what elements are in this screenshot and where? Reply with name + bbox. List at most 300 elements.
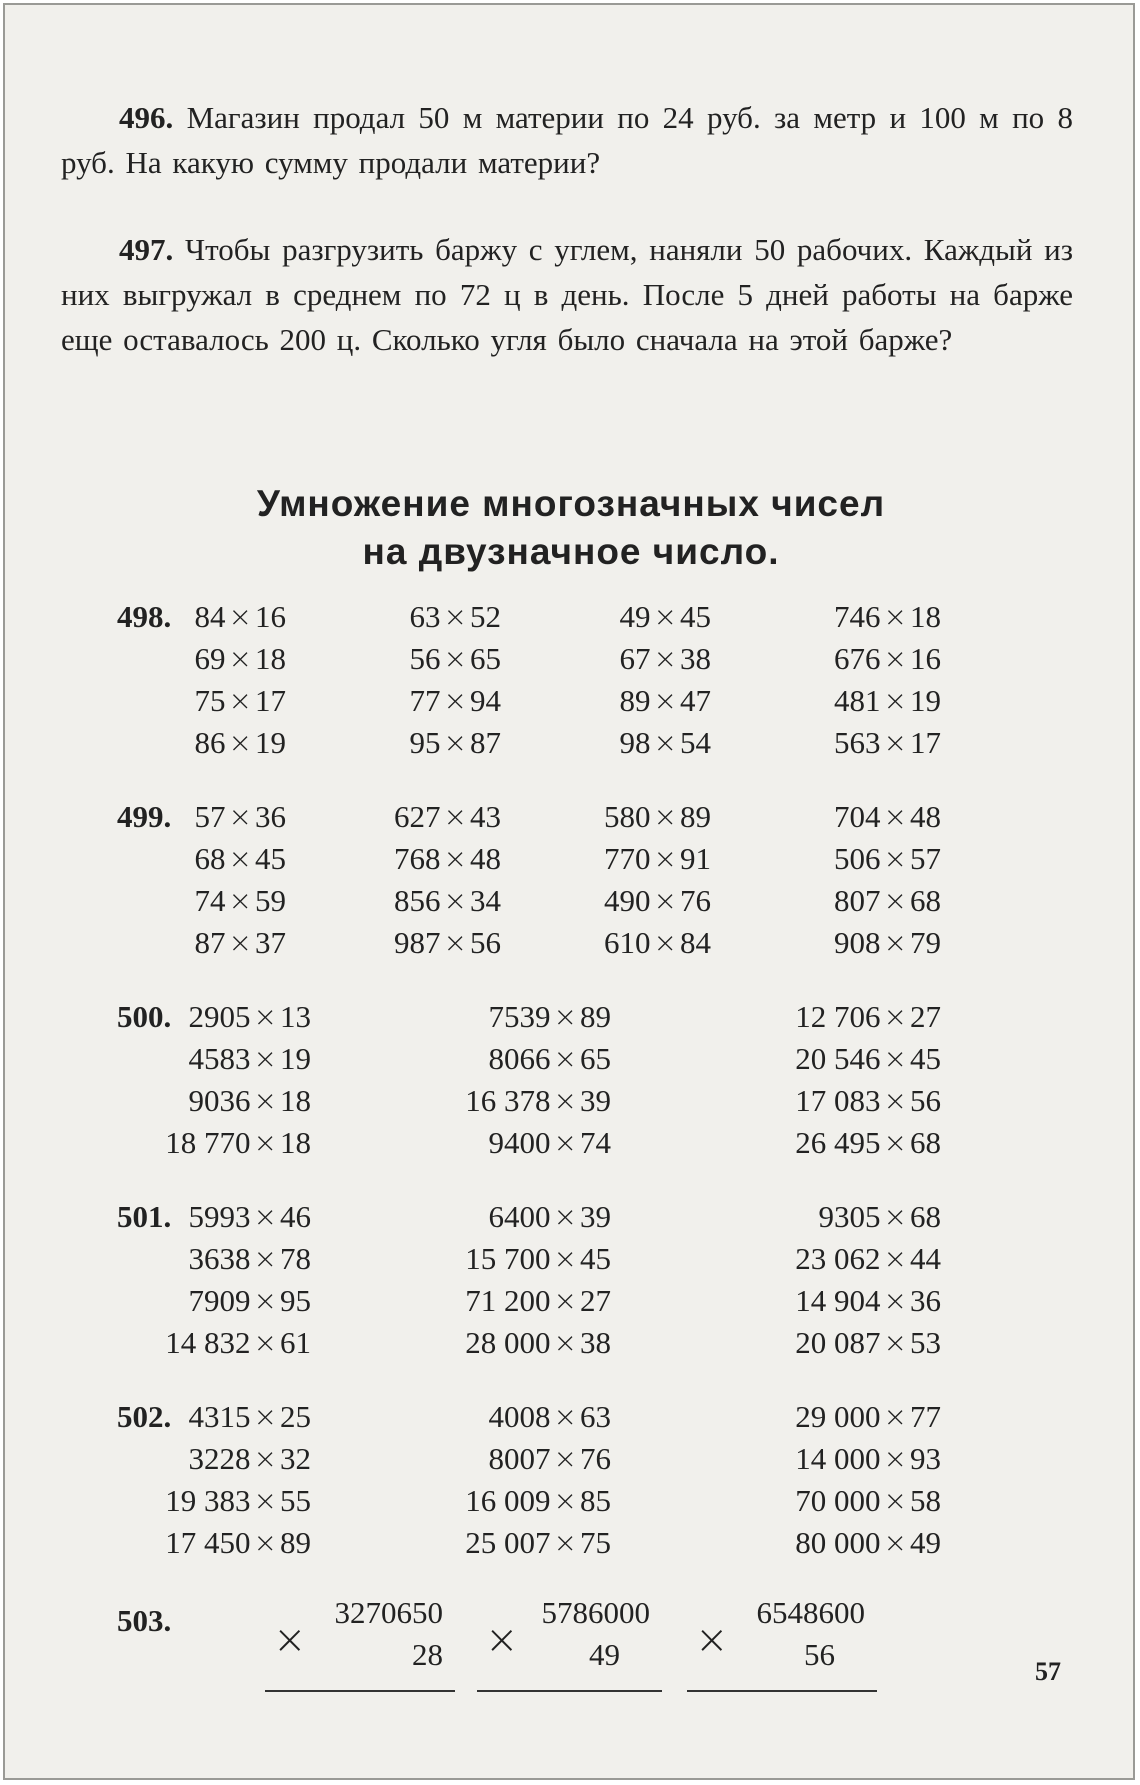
times-sign: × <box>883 642 907 675</box>
multiplier: 46 <box>280 1199 311 1234</box>
multiplier: 19 <box>910 683 941 718</box>
multiplicand: 28 000 <box>465 1325 551 1360</box>
multiplier: 84 <box>680 925 711 960</box>
multiplication-item <box>189 1241 311 1277</box>
times-sign: × <box>653 842 677 875</box>
multiplicand: 77 <box>409 683 441 718</box>
multiplicand: 987 <box>394 925 441 960</box>
multiplication-item <box>489 1125 611 1161</box>
times-sign: × <box>443 684 467 717</box>
result-line <box>687 1690 877 1692</box>
problem-497 <box>61 227 1073 362</box>
times-sign: × <box>253 1242 277 1275</box>
multiplier: 47 <box>680 683 711 718</box>
multiplier: 77 <box>910 1399 941 1434</box>
multiplicand: 5993 <box>188 1199 251 1234</box>
multiplier: 54 <box>680 725 711 760</box>
multiplier: 93 <box>910 1441 941 1476</box>
multiplication-item <box>465 1083 611 1119</box>
section-heading-line1: Умножение многозначных чисел <box>256 483 886 524</box>
multiplication-item <box>489 1441 611 1477</box>
column-multiplication <box>485 1595 650 1695</box>
multiplier: 74 <box>580 1125 611 1160</box>
times-sign: × <box>553 1400 577 1433</box>
multiplicand: 26 495 <box>795 1125 881 1160</box>
multiplier: 44 <box>910 1241 941 1276</box>
multiplication-item <box>834 599 941 635</box>
multiplier: 68 <box>910 1199 941 1234</box>
multiplicand: 95 <box>409 725 441 760</box>
multiplicand: 25 007 <box>465 1525 551 1560</box>
multiplicand: 63 <box>409 599 441 634</box>
times-sign: × <box>253 1200 277 1233</box>
multiplication-item <box>834 883 941 919</box>
multiplication-item <box>165 1525 311 1561</box>
times-sign: × <box>883 684 907 717</box>
times-sign: × <box>883 1084 907 1117</box>
times-sign: × <box>883 884 907 917</box>
book-page <box>3 3 1135 1780</box>
multiplication-item <box>394 799 501 835</box>
multiplication-item <box>795 1483 941 1519</box>
multiplier: 16 <box>910 641 941 676</box>
multiplicand: 7539 <box>488 999 551 1034</box>
multiplier: 59 <box>255 883 286 918</box>
multiplier: 17 <box>910 725 941 760</box>
multiplicand: 6548600 <box>756 1595 865 1630</box>
multiplicand: 20 087 <box>795 1325 881 1360</box>
times-sign: × <box>653 800 677 833</box>
multiplier: 36 <box>255 799 286 834</box>
multiplication-item <box>834 925 941 961</box>
multiplication-item <box>620 641 711 677</box>
multiplication-item <box>189 999 311 1035</box>
multiplicand: 580 <box>604 799 651 834</box>
multiplier: 85 <box>580 1483 611 1518</box>
multiplication-item <box>195 841 286 877</box>
multiplier: 45 <box>680 599 711 634</box>
times-sign: × <box>228 642 252 675</box>
multiplicand: 16 009 <box>465 1483 551 1518</box>
multiplier: 18 <box>280 1125 311 1160</box>
multiplicand: 71 200 <box>465 1283 551 1318</box>
multiplicand: 67 <box>619 641 651 676</box>
times-sign: × <box>443 642 467 675</box>
multiplier: 76 <box>680 883 711 918</box>
multiplication-item <box>489 1399 611 1435</box>
times-sign: × <box>253 1442 277 1475</box>
multiplier: 32 <box>280 1441 311 1476</box>
multiplicand: 80 000 <box>795 1525 881 1560</box>
times-sign: × <box>228 600 252 633</box>
times-sign: × <box>883 926 907 959</box>
multiplicand: 481 <box>834 683 881 718</box>
times-sign: × <box>485 1617 519 1663</box>
problem-496 <box>61 95 1073 185</box>
multiplier: 18 <box>280 1083 311 1118</box>
multiplicand: 68 <box>194 841 226 876</box>
multiplier: 18 <box>910 599 941 634</box>
multiplier: 19 <box>255 725 286 760</box>
multiplicand: 23 062 <box>795 1241 881 1276</box>
multiplicand: 29 000 <box>795 1399 881 1434</box>
multiplier: 45 <box>910 1041 941 1076</box>
times-sign: × <box>253 1284 277 1317</box>
times-sign: × <box>443 926 467 959</box>
times-sign: × <box>553 1242 577 1275</box>
multiplication-item <box>620 683 711 719</box>
times-sign: × <box>228 726 252 759</box>
multiplicand: 15 700 <box>465 1241 551 1276</box>
multiplicand: 6400 <box>488 1199 551 1234</box>
multiplication-item <box>465 1241 611 1277</box>
multiplication-item <box>834 799 941 835</box>
multiplication-item <box>165 1483 311 1519</box>
times-sign: × <box>228 842 252 875</box>
multiplication-item <box>604 925 711 961</box>
multiplication-item <box>795 1283 941 1319</box>
multiplication-item <box>819 1199 941 1235</box>
exercise-number: 502. <box>117 1399 172 1434</box>
multiplier: 38 <box>680 641 711 676</box>
multiplicand: 19 383 <box>165 1483 251 1518</box>
times-sign: × <box>883 600 907 633</box>
multiplier: 87 <box>470 725 501 760</box>
times-sign: × <box>253 1526 277 1559</box>
times-sign: × <box>553 1526 577 1559</box>
multiplier: 63 <box>580 1399 611 1434</box>
times-sign: × <box>653 600 677 633</box>
section-heading-line2: на двузначное число. <box>362 531 780 572</box>
times-sign: × <box>653 726 677 759</box>
result-line <box>477 1690 662 1692</box>
multiplier: 39 <box>580 1199 611 1234</box>
times-sign: × <box>443 884 467 917</box>
multiplication-item <box>410 725 501 761</box>
multiplier: 49 <box>589 1637 620 1672</box>
multiplier: 25 <box>280 1399 311 1434</box>
times-sign: × <box>228 884 252 917</box>
multiplicand: 9305 <box>818 1199 881 1234</box>
times-sign: × <box>883 1284 907 1317</box>
multiplicand: 610 <box>604 925 651 960</box>
multiplicand: 69 <box>194 641 226 676</box>
multiplier: 37 <box>255 925 286 960</box>
multiplier: 55 <box>280 1483 311 1518</box>
multiplicand: 746 <box>834 599 881 634</box>
multiplicand: 627 <box>394 799 441 834</box>
multiplier: 78 <box>280 1241 311 1276</box>
multiplication-item <box>795 1241 941 1277</box>
multiplicand: 98 <box>619 725 651 760</box>
times-sign: × <box>253 1484 277 1517</box>
multiplication-item <box>795 1325 941 1361</box>
multiplier: 49 <box>910 1525 941 1560</box>
times-sign: × <box>253 1042 277 1075</box>
multiplication-item <box>410 599 501 635</box>
multiplicand: 7909 <box>188 1283 251 1318</box>
times-sign: × <box>653 926 677 959</box>
times-sign: × <box>253 1326 277 1359</box>
page-number: 57 <box>1035 1657 1061 1686</box>
multiplication-item <box>465 1283 611 1319</box>
times-sign: × <box>553 1126 577 1159</box>
times-sign: × <box>883 726 907 759</box>
multiplication-item <box>465 1325 611 1361</box>
times-sign: × <box>553 1000 577 1033</box>
multiplication-item <box>795 1525 941 1561</box>
multiplier: 79 <box>910 925 941 960</box>
multiplicand: 9400 <box>488 1125 551 1160</box>
times-sign: × <box>443 600 467 633</box>
multiplication-item <box>465 1483 611 1519</box>
multiplier: 58 <box>910 1483 941 1518</box>
multiplication-item <box>795 1083 941 1119</box>
times-sign: × <box>228 800 252 833</box>
multiplicand: 770 <box>604 841 651 876</box>
times-sign: × <box>443 842 467 875</box>
times-sign: × <box>553 1200 577 1233</box>
column-multiplication <box>695 1595 865 1695</box>
multiplier: 52 <box>470 599 501 634</box>
multiplication-item <box>620 725 711 761</box>
times-sign: × <box>443 800 467 833</box>
multiplier: 89 <box>580 999 611 1034</box>
problem-number: 497. <box>119 232 174 267</box>
times-sign: × <box>253 1000 277 1033</box>
times-sign: × <box>883 1326 907 1359</box>
multiplier: 65 <box>580 1041 611 1076</box>
multiplicand: 4583 <box>188 1041 251 1076</box>
multiplication-item <box>410 641 501 677</box>
times-sign: × <box>883 1526 907 1559</box>
multiplicand: 8066 <box>488 1041 551 1076</box>
multiplication-item <box>604 841 711 877</box>
multiplication-item <box>834 725 941 761</box>
multiplicand: 14 832 <box>165 1325 251 1360</box>
exercise-number: 503. <box>117 1603 172 1638</box>
multiplier: 45 <box>580 1241 611 1276</box>
multiplication-item <box>195 599 286 635</box>
multiplier: 89 <box>680 799 711 834</box>
multiplier: 48 <box>470 841 501 876</box>
multiplication-item <box>394 883 501 919</box>
multiplier: 13 <box>280 999 311 1034</box>
multiplicand: 856 <box>394 883 441 918</box>
multiplication-item <box>189 1399 311 1435</box>
problem-text: Чтобы разгрузить баржу с углем, наняли 50 рабочих. Каждый из них выгружал в среднем по 72 ц в день. После 5 дней работы на барже еще оставалось 200 ц. Сколько угля было сначала на этой барже? <box>61 232 1073 357</box>
multiplication-item <box>165 1125 311 1161</box>
multiplicand: 87 <box>194 925 226 960</box>
multiplicand: 75 <box>194 683 226 718</box>
times-sign: × <box>253 1084 277 1117</box>
multiplicand: 86 <box>194 725 226 760</box>
result-line <box>265 1690 455 1692</box>
multiplicand: 14 904 <box>795 1283 881 1318</box>
multiplier: 56 <box>804 1637 835 1672</box>
multiplicand: 70 000 <box>795 1483 881 1518</box>
multiplicand: 3228 <box>188 1441 251 1476</box>
times-sign: × <box>883 1000 907 1033</box>
times-sign: × <box>653 884 677 917</box>
multiplicand: 4315 <box>188 1399 251 1434</box>
times-sign: × <box>883 1200 907 1233</box>
multiplicand: 17 450 <box>165 1525 251 1560</box>
multiplicand: 16 378 <box>465 1083 551 1118</box>
multiplication-item <box>189 1199 311 1235</box>
times-sign: × <box>553 1442 577 1475</box>
multiplicand: 4008 <box>488 1399 551 1434</box>
multiplication-item <box>394 841 501 877</box>
multiplicand: 908 <box>834 925 881 960</box>
times-sign: × <box>883 800 907 833</box>
multiplication-item <box>189 1283 311 1319</box>
multiplicand: 807 <box>834 883 881 918</box>
multiplier: 68 <box>910 1125 941 1160</box>
multiplication-item <box>195 725 286 761</box>
multiplication-item <box>195 925 286 961</box>
multiplier: 19 <box>280 1041 311 1076</box>
multiplication-item <box>410 683 501 719</box>
times-sign: × <box>273 1617 307 1663</box>
multiplication-item <box>189 1041 311 1077</box>
times-sign: × <box>883 1484 907 1517</box>
multiplicand: 49 <box>619 599 651 634</box>
multiplication-item <box>795 1399 941 1435</box>
times-sign: × <box>253 1400 277 1433</box>
multiplicand: 84 <box>194 599 226 634</box>
times-sign: × <box>883 842 907 875</box>
times-sign: × <box>553 1326 577 1359</box>
times-sign: × <box>228 926 252 959</box>
times-sign: × <box>883 1242 907 1275</box>
times-sign: × <box>695 1617 729 1663</box>
multiplicand: 5786000 <box>541 1595 650 1630</box>
multiplier: 39 <box>580 1083 611 1118</box>
multiplier: 27 <box>910 999 941 1034</box>
problem-number: 496. <box>119 100 174 135</box>
multiplier: 48 <box>910 799 941 834</box>
multiplication-item <box>489 999 611 1035</box>
multiplier: 27 <box>580 1283 611 1318</box>
multiplier: 17 <box>255 683 286 718</box>
multiplier: 43 <box>470 799 501 834</box>
multiplier: 57 <box>910 841 941 876</box>
times-sign: × <box>883 1442 907 1475</box>
multiplier: 61 <box>280 1325 311 1360</box>
multiplication-item <box>489 1041 611 1077</box>
multiplier: 76 <box>580 1441 611 1476</box>
multiplier: 95 <box>280 1283 311 1318</box>
multiplication-item <box>795 1441 941 1477</box>
multiplier: 68 <box>910 883 941 918</box>
times-sign: × <box>553 1042 577 1075</box>
times-sign: × <box>883 1042 907 1075</box>
times-sign: × <box>883 1126 907 1159</box>
multiplier: 16 <box>255 599 286 634</box>
multiplier: 91 <box>680 841 711 876</box>
multiplication-item <box>195 883 286 919</box>
multiplicand: 17 083 <box>795 1083 881 1118</box>
multiplication-item <box>795 1041 941 1077</box>
exercise-number: 499. <box>117 799 172 834</box>
exercise-number: 498. <box>117 599 172 634</box>
multiplication-item <box>834 683 941 719</box>
times-sign: × <box>253 1126 277 1159</box>
multiplication-item <box>604 883 711 919</box>
times-sign: × <box>443 726 467 759</box>
multiplicand: 563 <box>834 725 881 760</box>
multiplier: 53 <box>910 1325 941 1360</box>
multiplicand: 676 <box>834 641 881 676</box>
multiplication-item <box>604 799 711 835</box>
multiplication-item <box>834 841 941 877</box>
times-sign: × <box>228 684 252 717</box>
multiplication-item <box>195 641 286 677</box>
multiplicand: 768 <box>394 841 441 876</box>
multiplier: 28 <box>412 1637 443 1672</box>
multiplicand: 56 <box>409 641 441 676</box>
problem-text: Магазин продал 50 м материи по 24 руб. за метр и 100 м по 8 руб. На какую сумму продали материи? <box>61 100 1073 180</box>
multiplication-item <box>795 1125 941 1161</box>
multiplication-item <box>195 799 286 835</box>
multiplicand: 9036 <box>188 1083 251 1118</box>
multiplicand: 704 <box>834 799 881 834</box>
times-sign: × <box>653 684 677 717</box>
times-sign: × <box>883 1400 907 1433</box>
exercise-number: 501. <box>117 1199 172 1234</box>
multiplicand: 14 000 <box>795 1441 881 1476</box>
multiplicand: 490 <box>604 883 651 918</box>
multiplication-item <box>465 1525 611 1561</box>
column-multiplication <box>273 1595 443 1695</box>
multiplier: 18 <box>255 641 286 676</box>
multiplier: 38 <box>580 1325 611 1360</box>
multiplier: 65 <box>470 641 501 676</box>
multiplicand: 74 <box>194 883 226 918</box>
multiplication-item <box>620 599 711 635</box>
multiplicand: 89 <box>619 683 651 718</box>
multiplicand: 20 546 <box>795 1041 881 1076</box>
multiplication-item <box>394 925 501 961</box>
exercise-number: 500. <box>117 999 172 1034</box>
multiplication-item <box>834 641 941 677</box>
multiplier: 89 <box>280 1525 311 1560</box>
multiplier: 56 <box>470 925 501 960</box>
times-sign: × <box>553 1484 577 1517</box>
multiplier: 45 <box>255 841 286 876</box>
multiplicand: 2905 <box>188 999 251 1034</box>
multiplier: 75 <box>580 1525 611 1560</box>
multiplicand: 506 <box>834 841 881 876</box>
multiplicand: 8007 <box>488 1441 551 1476</box>
multiplication-item <box>795 999 941 1035</box>
multiplication-item <box>189 1083 311 1119</box>
multiplier: 34 <box>470 883 501 918</box>
multiplicand: 12 706 <box>795 999 881 1034</box>
times-sign: × <box>553 1084 577 1117</box>
times-sign: × <box>553 1284 577 1317</box>
multiplier: 56 <box>910 1083 941 1118</box>
multiplication-item <box>489 1199 611 1235</box>
multiplier: 36 <box>910 1283 941 1318</box>
multiplication-item <box>189 1441 311 1477</box>
multiplicand: 57 <box>194 799 226 834</box>
multiplicand: 3270650 <box>334 1595 443 1630</box>
multiplication-item <box>195 683 286 719</box>
multiplication-item <box>165 1325 311 1361</box>
multiplicand: 3638 <box>188 1241 251 1276</box>
